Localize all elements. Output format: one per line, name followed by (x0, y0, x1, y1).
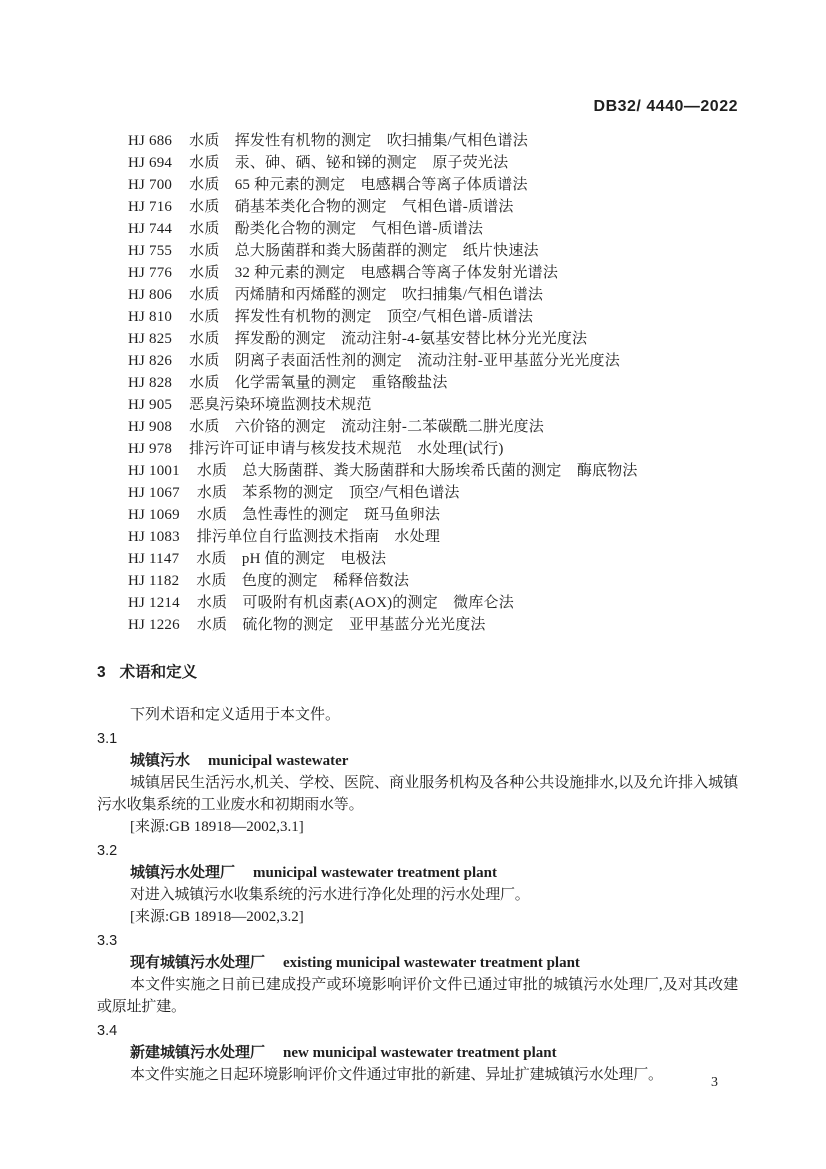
standard-title: 水质 32 种元素的测定 电感耦合等离子体发射光谱法 (189, 265, 559, 281)
standard-title: 水质 硫化物的测定 亚甲基蓝分光光度法 (196, 617, 486, 633)
reference-item (128, 592, 738, 614)
standard-title: 水质 65 种元素的测定 电感耦合等离子体质谱法 (189, 177, 528, 193)
standard-title: 水质 化学需氧量的测定 重铬酸盐法 (189, 375, 448, 391)
standard-title: 水质 急性毒性的测定 斑马鱼卵法 (196, 507, 441, 523)
reference-item (128, 152, 738, 174)
standard-code: HJ 1182 (128, 573, 180, 589)
term-title (97, 862, 738, 884)
reference-item (128, 372, 738, 394)
term-title-en: existing municipal wastewater treatment plant (283, 955, 580, 971)
reference-item (128, 416, 738, 438)
term-title-zh: 新建城镇污水处理厂 (130, 1044, 266, 1061)
reference-item (128, 196, 738, 218)
reference-item (128, 614, 738, 636)
reference-item (128, 526, 738, 548)
reference-item (128, 570, 738, 592)
section-heading (97, 662, 738, 684)
standard-title: 恶臭污染环境监测技术规范 (189, 397, 372, 413)
terms-intro: 下列术语和定义适用于本文件。 (130, 707, 341, 723)
term-title (97, 750, 738, 772)
standard-code: HJ 744 (128, 221, 173, 237)
reference-item (128, 328, 738, 350)
standard-code: HJ 828 (128, 375, 173, 391)
reference-item (128, 394, 738, 416)
standard-title: 排污单位自行监测技术指南 水处理 (196, 529, 441, 545)
standard-code: HJ 1083 (128, 529, 180, 545)
standard-title: 水质 挥发性有机物的测定 吹扫捕集/气相色谱法 (189, 133, 528, 149)
standard-code: HJ 776 (128, 265, 173, 281)
standard-code: HJ 806 (128, 287, 173, 303)
standard-title: 水质 挥发性有机物的测定 顶空/气相色谱-质谱法 (189, 309, 534, 325)
term-number: 3.4 (97, 1023, 118, 1039)
term-definition: 本文件实施之日起环境影响评价文件通过审批的新建、异址扩建城镇污水处理厂。 (130, 1067, 663, 1083)
reference-item (128, 350, 738, 372)
term-title-en: municipal wastewater treatment plant (253, 865, 498, 881)
standard-code: HJ 755 (128, 243, 173, 259)
reference-item (128, 438, 738, 460)
term-definition: 对进入城镇污水收集系统的污水进行净化处理的污水处理厂。 (130, 887, 530, 903)
reference-item (128, 306, 738, 328)
standard-code: HJ 826 (128, 353, 173, 369)
page-content (97, 130, 738, 1086)
standard-code: HJ 905 (128, 397, 173, 413)
standard-code: HJ 1067 (128, 485, 180, 501)
standard-title: 水质 苯系物的测定 顶空/气相色谱法 (196, 485, 460, 501)
term-source: [来源:GB 18918—2002,3.1] (130, 819, 304, 835)
standard-code: HJ 686 (128, 133, 173, 149)
standard-title: 水质 六价铬的测定 流动注射-二苯碳酰二肼光度法 (189, 419, 544, 435)
standard-code: HJ 978 (128, 441, 173, 457)
page-number: 3 (711, 1075, 718, 1090)
standard-title: 水质 酚类化合物的测定 气相色谱-质谱法 (189, 221, 484, 237)
doc-number: DB32/ 4440—2022 (593, 98, 738, 115)
term-block (97, 728, 738, 838)
reference-item (128, 262, 738, 284)
reference-item (128, 482, 738, 504)
standard-title: 水质 总大肠菌群和粪大肠菌群的测定 纸片快速法 (189, 243, 539, 259)
term-number: 3.2 (97, 843, 118, 859)
standard-code: HJ 908 (128, 419, 173, 435)
term-definition: 城镇居民生活污水,机关、学校、医院、商业服务机构及各种公共设施排水,以及允许排入城镇污水收集系统的工业废水和初期雨水等。 (97, 775, 738, 813)
term-block (97, 1020, 738, 1086)
term-source: [来源:GB 18918—2002,3.2] (130, 909, 304, 925)
reference-item (128, 218, 738, 240)
standard-code: HJ 716 (128, 199, 173, 215)
standard-code: HJ 810 (128, 309, 173, 325)
term-number: 3.3 (97, 933, 118, 949)
reference-item (128, 174, 738, 196)
section-number: 3 (97, 664, 106, 681)
standard-title: 水质 阴离子表面活性剂的测定 流动注射-亚甲基蓝分光光度法 (189, 353, 620, 369)
standard-title: 水质 汞、砷、硒、铋和锑的测定 原子荧光法 (189, 155, 509, 171)
reference-item (128, 284, 738, 306)
standard-title: 排污许可证申请与核发技术规范 水处理(试行) (189, 441, 504, 457)
standard-code: HJ 694 (128, 155, 173, 171)
reference-item (128, 548, 738, 570)
standard-title: 水质 pH 值的测定 电极法 (196, 551, 387, 567)
term-title-zh: 现有城镇污水处理厂 (130, 954, 266, 971)
reference-item (128, 130, 738, 152)
term-title-zh: 城镇污水处理厂 (130, 864, 236, 881)
standard-code: HJ 1214 (128, 595, 180, 611)
term-number: 3.1 (97, 731, 118, 747)
standard-title: 水质 挥发酚的测定 流动注射-4-氨基安替比林分光光度法 (189, 331, 588, 347)
term-block (97, 930, 738, 1018)
standard-title: 水质 总大肠菌群、粪大肠菌群和大肠埃希氏菌的测定 酶底物法 (196, 463, 638, 479)
standard-code: HJ 700 (128, 177, 173, 193)
standard-title: 水质 色度的测定 稀释倍数法 (196, 573, 410, 589)
reference-list (97, 130, 738, 636)
term-title-en: new municipal wastewater treatment plant (283, 1045, 557, 1061)
standard-title: 水质 可吸附有机卤素(AOX)的测定 微库仑法 (196, 595, 514, 611)
reference-item (128, 504, 738, 526)
term-title-zh: 城镇污水 (130, 752, 191, 769)
standard-code: HJ 825 (128, 331, 173, 347)
standard-title: 水质 硝基苯类化合物的测定 气相色谱-质谱法 (189, 199, 514, 215)
standard-code: HJ 1069 (128, 507, 180, 523)
term-title (97, 952, 738, 974)
term-block (97, 840, 738, 928)
term-title (97, 1042, 738, 1064)
reference-item (128, 240, 738, 262)
standard-code: HJ 1001 (128, 463, 180, 479)
section-title: 术语和定义 (119, 664, 198, 681)
term-title-en: municipal wastewater (208, 753, 349, 769)
standard-code: HJ 1147 (128, 551, 180, 567)
reference-item (128, 460, 738, 482)
term-definition: 本文件实施之日前已建成投产或环境影响评价文件已通过审批的城镇污水处理厂,及对其改建或原址扩建。 (97, 977, 738, 1015)
standard-title: 水质 丙烯腈和丙烯醛的测定 吹扫捕集/气相色谱法 (189, 287, 544, 303)
standard-code: HJ 1226 (128, 617, 180, 633)
